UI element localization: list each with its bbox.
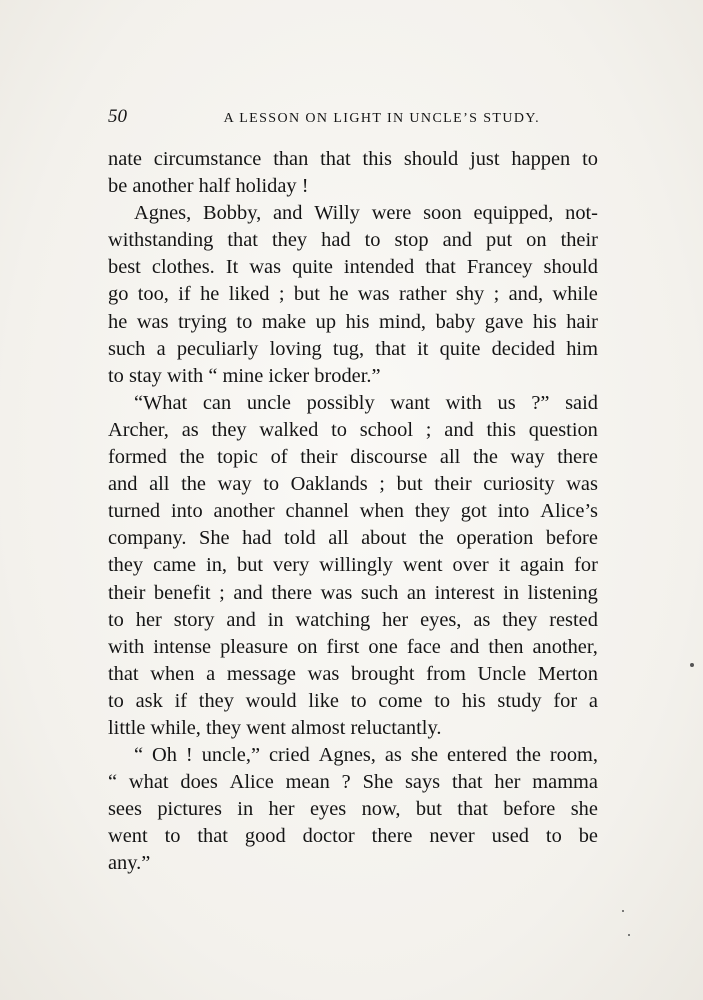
body-text <box>108 146 598 878</box>
text-line: went to that good doctor there never used to be <box>108 825 598 848</box>
paper-speck <box>690 663 694 667</box>
text-line: and all the way to Oaklands ; but their curiosity was <box>108 473 598 496</box>
text-line: any.” <box>108 852 151 875</box>
page-number: 50 <box>108 106 127 127</box>
text-line: Agnes, Bobby, and Willy were soon equipped, not- <box>134 202 598 225</box>
text-line: they came in, but very willingly went over it again for <box>108 554 598 577</box>
text-line: little while, they went almost reluctantly. <box>108 716 442 739</box>
text-line: Archer, as they walked to school ; and this question <box>108 418 598 441</box>
text-line: their benefit ; and there was such an interest in listening <box>108 581 598 604</box>
text-line: go too, if he liked ; but he was rather shy ; and, while <box>108 283 598 306</box>
paper-speck <box>622 910 624 912</box>
text-line: best clothes. It was quite intended that Francey should <box>108 256 598 279</box>
text-line: “ what does Alice mean ? She says that her mamma <box>108 771 598 794</box>
running-head <box>108 106 540 130</box>
paper-speck <box>628 934 630 936</box>
text-line: withstanding that they had to stop and put on their <box>108 229 598 252</box>
text-line: turned into another channel when they got into Alice’s <box>108 500 598 523</box>
text-line: “What can uncle possibly want with us ?” said <box>134 391 598 414</box>
running-title: A LESSON ON LIGHT IN UNCLE’S STUDY. <box>223 111 540 126</box>
text-line: to ask if they would like to come to his study for a <box>108 689 598 712</box>
text-line: be another half holiday ! <box>108 175 309 198</box>
text-line: such a peculiarly loving tug, that it quite decided him <box>108 337 598 360</box>
text-line: “ Oh ! uncle,” cried Agnes, as she entered the room, <box>134 744 598 767</box>
text-line: to stay with “ mine icker broder.” <box>108 364 381 387</box>
text-line: company. She had told all about the operation before <box>108 527 598 550</box>
text-line: that when a message was brought from Uncle Merton <box>108 662 598 685</box>
text-line: with intense pleasure on first one face and then another, <box>108 635 598 658</box>
text-line: nate circumstance than that this should just happen to <box>108 148 598 170</box>
text-line: sees pictures in her eyes now, but that before she <box>108 798 598 821</box>
text-line: formed the topic of their discourse all the way there <box>108 446 598 469</box>
text-line: to her story and in watching her eyes, as they rested <box>108 608 598 631</box>
text-line: he was trying to make up his mind, baby gave his hair <box>108 310 598 333</box>
